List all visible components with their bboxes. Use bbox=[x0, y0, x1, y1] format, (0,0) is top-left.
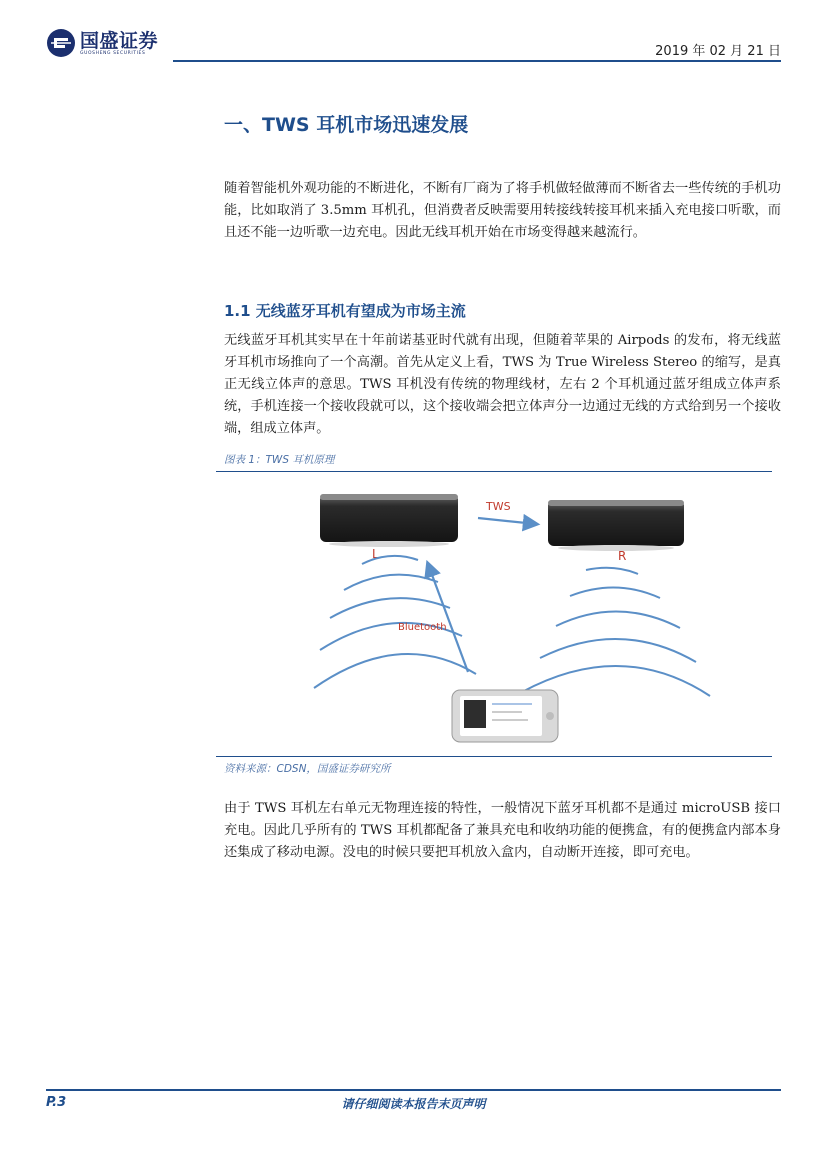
logo-mark-icon bbox=[46, 28, 76, 58]
figure-bottom-divider bbox=[216, 756, 772, 757]
section-heading: 一、TWS 耳机市场迅速发展 bbox=[224, 114, 469, 136]
logo-text: 国盛证券 bbox=[80, 30, 159, 52]
left-sound-waves bbox=[314, 556, 476, 688]
figure-caption: 图表 1：TWS 耳机原理 bbox=[224, 454, 335, 466]
smartphone-icon bbox=[452, 690, 558, 742]
page-number: P.3 bbox=[46, 1095, 67, 1110]
header-divider bbox=[173, 60, 781, 62]
subsection-heading: 1.1 无线蓝牙耳机有望成为市场主流 bbox=[224, 302, 466, 320]
left-speaker-icon bbox=[320, 494, 458, 547]
figure-source-note: 资料来源：CDSN，国盛证券研究所 bbox=[224, 763, 391, 775]
closing-paragraph: 由于 TWS 耳机左右单元无物理连接的特性，一般情况下蓝牙耳机都不是通过 microUSB 接口充电。因此几乎所有的 TWS 耳机都配备了兼具充电和收纳功能的便携盒，有的便携盒内部本身还集成了移动电源。没电的时候只要把耳机放入盒内，自动断开连接，即可充电。 bbox=[224, 801, 781, 860]
tws-label: TWS bbox=[486, 500, 511, 513]
right-channel-label: R bbox=[618, 549, 627, 563]
figure-top-divider bbox=[216, 471, 772, 472]
bluetooth-label: Bluetooth bbox=[398, 622, 447, 633]
tws-principle-diagram bbox=[300, 478, 720, 750]
subsection-paragraph: 无线蓝牙耳机其实早在十年前诺基亚时代就有出现，但随着苹果的 Airpods 的发布，将无线蓝牙耳机市场推向了一个高潮。首先从定义上看，TWS 为 True Wireless Stereo 的缩写，是真正无线立体声的意思。TWS 耳机没有传统的物理线材，左右 2 个耳机通过蓝牙组成立体声系统，手机连接一个接收段就可以，这个接收端会把立体声分一边通过无线的方式给到另一个接收端，组成立体声。 bbox=[224, 333, 781, 436]
section-intro-paragraph: 随着智能机外观功能的不断进化，不断有厂商为了将手机做轻做薄而不断省去一些传统的手机功能，比如取消了 3.5mm 耳机孔，但消费者反映需要用转接线转接耳机来插入充电接口听歌，而且还不能一边听歌一边充电。因此无线耳机开始在市场变得越来越流行。 bbox=[224, 181, 781, 240]
right-speaker-icon bbox=[548, 500, 684, 551]
logo-subtext: GUOSHENG SECURITIES bbox=[80, 51, 146, 56]
left-channel-label: L bbox=[372, 547, 379, 561]
footer-divider bbox=[46, 1089, 781, 1091]
report-date: 2019 年 02 月 21 日 bbox=[655, 44, 781, 59]
right-sound-waves bbox=[522, 568, 710, 696]
company-logo bbox=[46, 24, 176, 64]
footer-disclaimer: 请仔细阅读本报告末页声明 bbox=[341, 1097, 486, 1111]
